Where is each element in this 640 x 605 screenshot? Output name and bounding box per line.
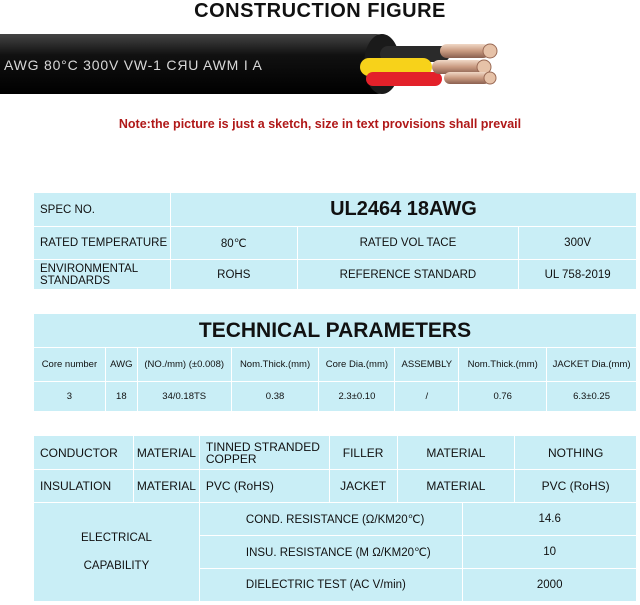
rated-temp-value: 80℃ [170,227,297,260]
jacket-material-label: MATERIAL [397,470,515,503]
filler-label: FILLER [329,436,397,470]
electrical-label-line1: ELECTRICAL [80,532,152,544]
dielectric-test-label: DIELECTRIC TEST (AC V/min) [199,569,462,602]
env-label: ENVIRONMENTAL STANDARDS [34,260,171,290]
env-value: ROHS [170,260,297,290]
electrical-label [34,503,200,602]
val-core-number: 3 [34,382,106,412]
insulation-material-label: MATERIAL [133,470,199,503]
insulation-label: INSULATION [34,470,134,503]
red-core [366,72,442,86]
filler-material-value: NOTHING [515,436,637,470]
th-no-mm: (NO./mm) (±0.008) [137,348,231,382]
conductor-label: CONDUCTOR [34,436,134,470]
insulation-material-value: PVC (RoHS) [199,470,329,503]
th-nom-thick-2: Nom.Thick.(mm) [459,348,547,382]
val-nom-thick-2: 0.76 [459,382,547,412]
spec-value: UL2464 18AWG [170,193,636,227]
val-assembly: / [395,382,459,412]
insu-resistance-value: 10 [463,536,637,569]
val-awg: 18 [105,382,137,412]
val-jacket-dia: 6.3±0.25 [547,382,637,412]
electrical-label-line2: CAPABILITY [83,560,150,572]
val-no-mm: 34/0.18TS [137,382,231,412]
insu-resistance-label: INSU. RESISTANCE (M Ω/KM20℃) [199,536,462,569]
spec-table [33,192,637,290]
note-text: Note:the picture is just a sketch, size in text provisions shall prevail [118,117,522,131]
rated-temp-label: RATED TEMPERATURE [34,227,171,260]
dielectric-test-value: 2000 [463,569,637,602]
th-awg: AWG [105,348,137,382]
jacket-label: JACKET [329,470,397,503]
val-core-dia: 2.3±0.10 [319,382,395,412]
cable-illustration [0,28,640,108]
th-core-dia: Core Dia.(mm) [319,348,395,382]
cond-resistance-label: COND. RESISTANCE (Ω/KM20℃) [199,503,462,536]
th-assembly: ASSEMBLY [395,348,459,382]
ref-value: UL 758-2019 [519,260,637,290]
th-nom-thick: Nom.Thick.(mm) [231,348,319,382]
val-nom-thick: 0.38 [231,382,319,412]
conductor-material-value: TINNED STRANDED COPPER [199,436,329,470]
conductor-material-label: MATERIAL [133,436,199,470]
cable-printing: AWG 80°C 300V VW-1 CЯU AWM I A [4,57,263,73]
technical-table [33,313,637,412]
rated-volt-value: 300V [519,227,637,260]
page-title: CONSTRUCTION FIGURE [194,0,446,22]
cond-resistance-value: 14.6 [463,503,637,536]
jacket-material-value: PVC (RoHS) [515,470,637,503]
construction-table [33,435,637,602]
ref-label: REFERENCE STANDARD [297,260,519,290]
spec-label: SPEC NO. [34,193,171,227]
rated-volt-label: RATED VOL TACE [297,227,519,260]
th-jacket-dia: JACKET Dia.(mm) [547,348,637,382]
technical-heading: TECHNICAL PARAMETERS [34,314,637,348]
filler-material-label: MATERIAL [397,436,515,470]
th-core-number: Core number [34,348,106,382]
